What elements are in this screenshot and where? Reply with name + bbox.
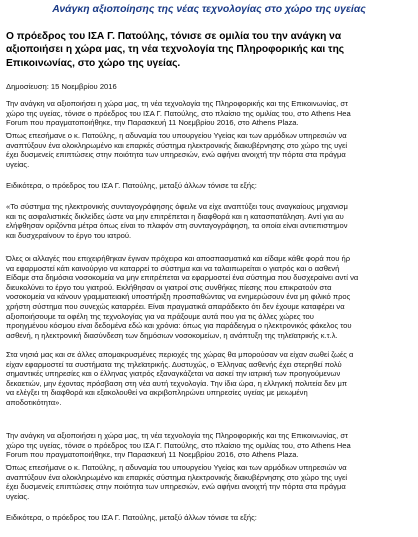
paragraph-line: ελήφθησαν οριζόντια μέτρα όπως είναι το πλαφόν στη συνταγογράφηση, τα οποία είναι αντιεπιστημον — [6, 221, 348, 231]
paragraph-line: νοσοκομεία να κάνουν γραμματειακή υποστήριξη προσπαθώντας να ενημερώσουν ένα μη φιλικό προς — [6, 292, 351, 302]
paragraph-line: δεκαετιών, μην έχοντας πρόσβαση στη νέα αυτή τεχνολογία. Την ίδια ώρα, η ελληνική πολιτεία δεν μπ — [6, 378, 348, 388]
article-paragraph — [6, 513, 418, 523]
paragraph-line: Την ανάγκη να αξιοποιήσει η χώρα μας, τη νέα τεχνολογία της Πληροφορικής και της Επικοινωνίας, στ — [6, 431, 349, 440]
paragraph-line: και δυσχεραίνουν το έργο του ιατρού. — [6, 230, 132, 240]
paragraph-line: και τις ασφαλιστικές δικλείδες ώστε να μην επιτρέπεται η διαφθορά και η κατασπατάληση. Αντί για αυ — [6, 211, 344, 221]
paragraph-line: χρήστη σύστημα που συνεχώς καταρρέει. Είναι πραγματικά απαράδεκτο ότι δεν έχουμε καταφέρει να — [6, 301, 345, 311]
article-paragraph — [6, 254, 418, 340]
paragraph-line: Όπως επεσήμανε ο κ. Πατούλης, η αδυναμία του υπουργείου Υγείας και των αρμόδιων υπηρεσιών να — [6, 463, 347, 472]
paragraph-line: Την ανάγκη να αξιοποιήσει η χώρα μας, τη νέα τεχνολογία της Πληροφορικής και της Επικοινωνίας, στ — [6, 99, 349, 108]
publication-date: Δημοσίευση: 15 Νοεμβρίου 2016 — [6, 82, 117, 91]
paragraph-line: είχαν εφαρμοστεί τα συστήματα της τηλεϊατρικής. Δυστυχώς, ο Έλληνας ασθενής έχει στερηθεί πολύ — [6, 359, 342, 369]
article-paragraph — [6, 131, 418, 169]
article-headline: Ανάγκη αξιοποίησης της νέας τεχνολογίας στο χώρο της υγείας — [52, 4, 366, 15]
paragraph-line: Είδαμε στα δημόσια νοσοκομεία να μην επιτρέπεται να εφαρμοστεί ένα σύστημα που δυσχεραίνει αντί να — [6, 273, 359, 283]
paragraph-line: χώρο της υγείας, τόνισε ο πρόεδρος του ΙΣΑ Γ. Πατούλης, στο πλαίσιο της ομιλίας του, στο Athens Hea — [6, 108, 351, 118]
article-subtitle — [6, 30, 411, 70]
paragraph-line: Forum που πραγματοποιήθηκε, την Παρασκευή 11 Νοεμβρίου 2016, στο Athens Plaza. — [6, 450, 299, 460]
article-paragraph — [6, 431, 418, 460]
paragraph-line: ασθενή, η ηλεκτρονική διασύνδεση των δημόσιων νοσοκομείων, η ανάπτυξη της τηλεϊατρικής κ.τ.λ. — [6, 330, 338, 340]
paragraph-line: Όπως επεσήμανε ο κ. Πατούλης, η αδυναμία του υπουργείου Υγείας και των αρμόδιων υπηρεσιών να — [6, 131, 347, 140]
subtitle-line: Ο πρόεδρος του ΙΣΑ Γ. Πατούλης, τόνισε σε ομιλία του την ανάγκη να — [6, 31, 342, 42]
paragraph-line: έχει δυσμενείς επιπτώσεις στην ποιότητα των υπηρεσιών, ενώ αφήνει ανοιχτή την πόρτα στα πράγμα — [6, 150, 346, 160]
paragraph-line: να ελέγξει τη διαφθορά και εξακολουθεί να ακριβοπληρώνει υπηρεσίες υγείας με μειωμένη — [6, 388, 308, 398]
article-paragraph — [6, 181, 418, 191]
paragraph-line: διευκολύνει το έργο του γιατρού. Εκλήθησαν οι γιατροί στις συνθήκες πίεσης που επικρατούν στα — [6, 282, 332, 292]
paragraph-line: «Το σύστημα της ηλεκτρονικής συνταγογράφησης όφειλε να είχε αναπτύξει τους αναγκαίους μηχανισμ — [6, 202, 348, 211]
subtitle-line: αξιοποιήσει η χώρα μας, τη νέα τεχνολογία της Πληροφορικής και της — [6, 44, 345, 56]
paragraph-line: προηγμένου κόσμου είναι δεδομένα εδώ και χρόνια: όπως για παράδειγμα ο ηλεκτρονικός φάκελος του — [6, 321, 352, 331]
paragraph-line: αξιοποιήσουμε τα οφέλη της τεχνολογίας για να πράξουμε αυτά που για τις άλλες χώρες του — [6, 311, 314, 321]
paragraph-line: Ειδικότερα, ο πρόεδρος του ΙΣΑ Γ. Πατούλης, μεταξύ άλλων τόνισε τα εξής: — [6, 513, 257, 522]
paragraph-line: αναπτύξουν ένα ολοκληρωμένο και επαρκές σύστημα ηλεκτρονικής διακυβέρνησης στο χώρο της υγεί — [6, 472, 348, 482]
article-paragraph — [6, 99, 418, 128]
paragraph-line: υγείας. — [6, 159, 30, 169]
paragraph-line: χώρο της υγείας, τόνισε ο πρόεδρος του ΙΣΑ Γ. Πατούλης, στο πλαίσιο της ομιλίας του, στο Athens Hea — [6, 440, 351, 450]
paragraph-line: αναπτύξουν ένα ολοκληρωμένο και επαρκές σύστημα ηλεκτρονικής διακυβέρνησης στο χώρο της υγεί — [6, 140, 348, 150]
article-paragraph — [6, 350, 418, 408]
paragraph-line: υγείας. — [6, 491, 30, 501]
subtitle-line: Επικοινωνίας, στο χώρο της υγείας. — [6, 57, 181, 69]
article-paragraph — [6, 463, 418, 501]
paragraph-line: Ειδικότερα, ο πρόεδρος του ΙΣΑ Γ. Πατούλης, μεταξύ άλλων τόνισε τα εξής: — [6, 181, 257, 190]
paragraph-line: να εφαρμοστεί κάτι καινούργιο να καταρρεί το σύστημα και να ταλαιπωρείται ο γιατρός και ο ασθενή — [6, 263, 340, 273]
paragraph-line: αποδοτικότητα». — [6, 397, 62, 407]
paragraph-line: Στα νησιά μας και σε άλλες απομακρυσμένες περιοχές της χώρας θα μπορούσαν να είχαν σωθεί ζωές α — [6, 350, 354, 359]
paragraph-line: Forum που πραγματοποιήθηκε, την Παρασκευή 11 Νοεμβρίου 2016, στο Athens Plaza. — [6, 118, 299, 128]
paragraph-line: Όλες οι αλλαγές που επιχειρήθηκαν έγιναν πρόχειρα και αποσπασματικά και είδαμε κάθε φορά που ήρ — [6, 254, 351, 263]
paragraph-line: σημαντικές υπηρεσίες και ο έλληνας γιατρός εξαναγκάζεται να ασκεί την ιατρική των προηγούμενων — [6, 369, 341, 379]
paragraph-line: έχει δυσμενείς επιπτώσεις στην ποιότητα των υπηρεσιών, ενώ αφήνει ανοιχτή την πόρτα στα πράγμα — [6, 482, 346, 492]
article-paragraph — [6, 202, 418, 240]
